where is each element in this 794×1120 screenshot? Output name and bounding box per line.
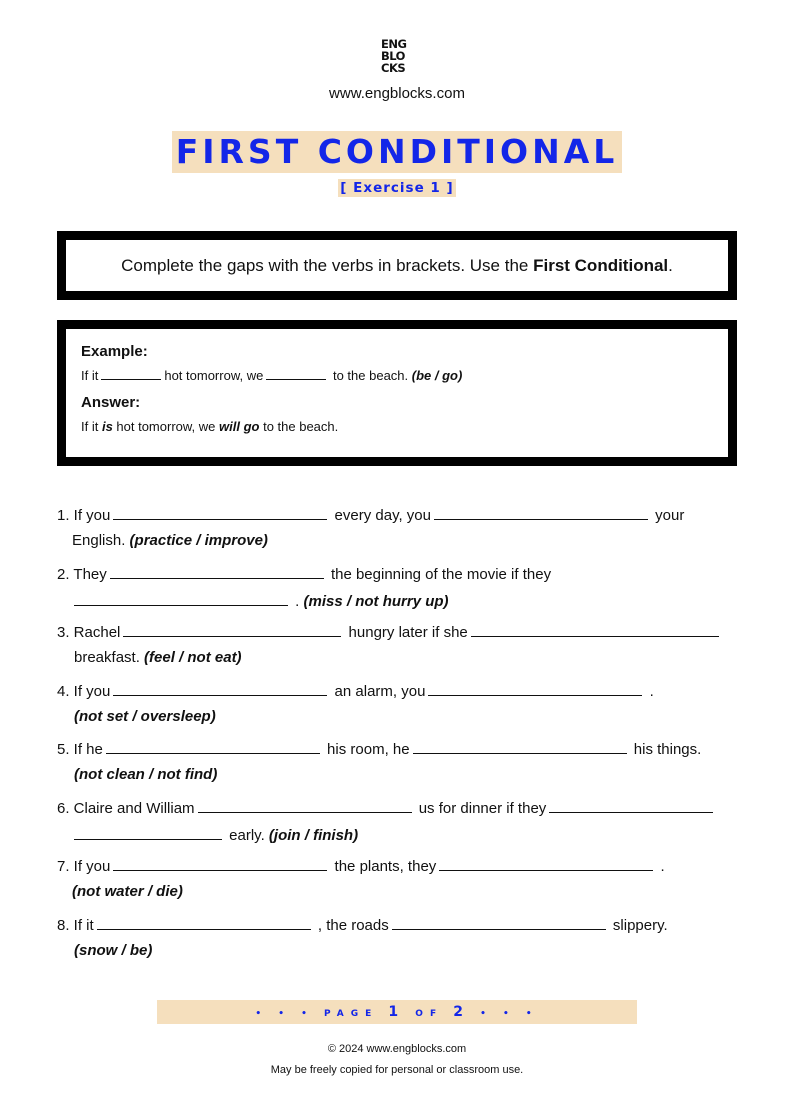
license-note: May be freely copied for personal or classroom use. — [270, 1064, 524, 1076]
q6-gap-2[interactable] — [549, 798, 713, 813]
dots-left: • • • — [255, 1009, 314, 1019]
copyright: © 2024 www.engblocks.com — [327, 1043, 467, 1055]
page-indicator — [157, 1000, 637, 1024]
q4-gap-2[interactable] — [428, 681, 642, 696]
logo-line-1: ENG — [381, 37, 407, 51]
engblocks-logo — [381, 38, 415, 74]
example-sentence: If it hot tomorrow, we to the beach. (be / go) — [81, 368, 463, 383]
instructions-text: Complete the gaps with the verbs in brackets. Use the First Conditional. — [121, 255, 673, 275]
q6-gap-1[interactable] — [198, 798, 412, 813]
q7-gap-1[interactable] — [113, 856, 327, 871]
page-total: 2 — [453, 1004, 470, 1020]
example-heading: Example: — [81, 343, 148, 360]
q3-gap-2[interactable] — [471, 622, 719, 637]
answer-heading: Answer: — [81, 394, 141, 411]
exercise-label: [ Exercise 1 ] — [340, 180, 454, 196]
dots-right: • • • — [480, 1009, 539, 1019]
instructions-box — [57, 231, 737, 300]
logo-line-2: BLO — [381, 49, 405, 63]
page-title: FIRST CONDITIONAL — [172, 131, 623, 173]
site-url: www.engblocks.com — [329, 85, 465, 102]
q2-gap-2[interactable] — [74, 591, 288, 606]
q7-gap-2[interactable] — [439, 856, 653, 871]
q3-gap-1[interactable] — [123, 622, 341, 637]
example-gap-1 — [101, 378, 161, 380]
q6-gap-3[interactable] — [74, 825, 222, 840]
logo-line-3: CKS — [381, 61, 406, 75]
of-word: OF — [415, 1009, 444, 1019]
q5-gap-2[interactable] — [413, 739, 627, 754]
q4-gap-1[interactable] — [113, 681, 327, 696]
q8-gap-2[interactable] — [392, 915, 606, 930]
q2-gap-1[interactable] — [110, 564, 324, 579]
q5-gap-1[interactable] — [106, 739, 320, 754]
q8-gap-1[interactable] — [97, 915, 311, 930]
q1-gap-2[interactable] — [434, 505, 648, 520]
example-box — [57, 320, 737, 466]
answer-sentence: If it is hot tomorrow, we will go to the beach. — [81, 419, 339, 434]
page-number: 1 — [388, 1004, 406, 1020]
example-gap-2 — [266, 378, 326, 380]
q1-gap-1[interactable] — [113, 505, 327, 520]
page-word: PAGE — [323, 1009, 379, 1019]
